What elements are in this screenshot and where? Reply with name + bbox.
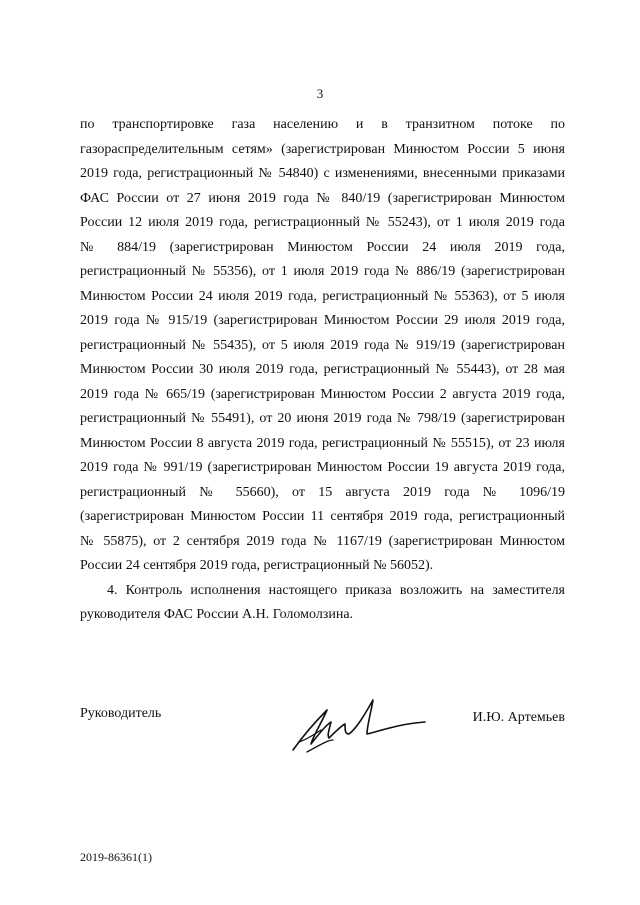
body-line-3: 2019 года, регистрационный № 54840) с изменениями, внесенными приказами [80,166,565,181]
signer-name: И.Ю. Артемьев [472,710,565,725]
signer-role: Руководитель [80,706,162,721]
body-line-13: регистрационный № 55491), от 20 июня 2019 года № 798/19 (зарегистрирован [80,411,565,426]
body-line-4: ФАС России от 27 июня 2019 года № 840/19 (зарегистрирован Минюстом [80,190,565,206]
body-line-2: газораспределительным сетям» (зарегистрирован Минюстом России 5 июня [80,141,565,157]
body-line-19: России 24 сентября 2019 года, регистрационный № 56052). [80,558,434,573]
document-number: 2019-86361(1) [80,850,152,864]
paragraph-4-line-2: руководителя ФАС России А.Н. Голомолзина. [80,607,354,622]
page-number: 3 [316,86,324,101]
body-line-10: регистрационный № 55435), от 5 июля 2019 года № 919/19 (зарегистрирован [80,337,565,353]
body-line-5: России 12 июля 2019 года, регистрационный № 55243), от 1 июля 2019 года [80,215,565,230]
body-line-17: (зарегистрирован Минюстом России 11 сентября 2019 года, регистрационный [80,509,565,524]
body-line-9: 2019 года № 915/19 (зарегистрирован Минюстом России 29 июля 2019 года, [80,313,565,328]
document-body [80,113,565,628]
body-line-15: 2019 года № 991/19 (зарегистрирован Минюстом России 19 августа 2019 года, [80,460,565,475]
body-line-12: 2019 года № 665/19 (зарегистрирован Минюстом России 2 августа 2019 года, [80,386,565,402]
body-line-18: № 55875), от 2 сентября 2019 года № 1167/19 (зарегистрирован Минюстом [80,533,565,549]
body-line-8: Минюстом России 24 июля 2019 года, регистрационный № 55363), от 5 июля [80,288,565,304]
body-line-14: Минюстом России 8 августа 2019 года, регистрационный № 55515), от 23 июля [80,435,565,451]
body-line-6: № 884/19 (зарегистрирован Минюстом России 24 июля 2019 года, [80,239,565,255]
handwritten-signature [285,690,435,758]
paragraph-4-line-1: 4. Контроль исполнения настоящего приказа возложить на заместителя [107,582,565,598]
body-line-7: регистрационный № 55356), от 1 июля 2019 года № 886/19 (зарегистрирован [80,264,565,279]
body-line-11: Минюстом России 30 июля 2019 года, регистрационный № 55443), от 28 мая [80,362,565,377]
signature-block [80,700,565,760]
body-line-16: регистрационный № 55660), от 15 августа 2019 года № 1096/19 [80,484,565,500]
body-line-1: по транспортировке газа населению и в транзитном потоке по [80,117,565,132]
